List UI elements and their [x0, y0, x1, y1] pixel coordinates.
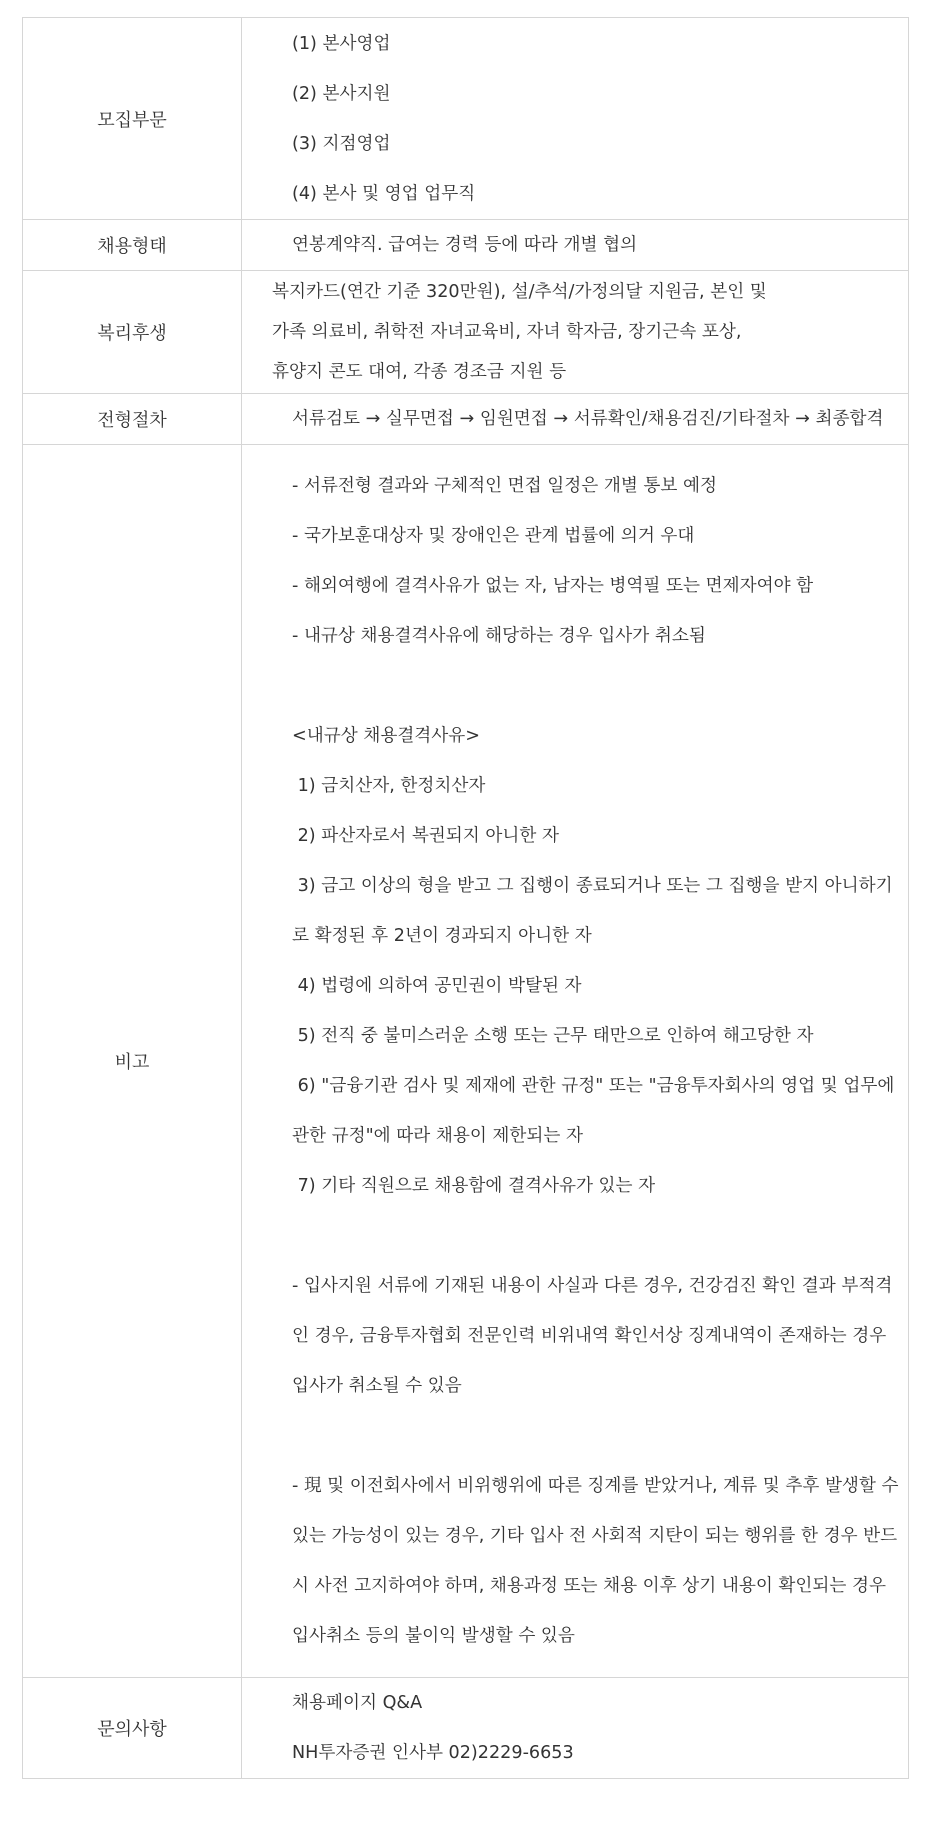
list-item: 서류검토 → 실무면접 → 임원면접 → 서류확인/채용검진/기타절차 → 최종합격 [292, 409, 884, 429]
recruit-label: 모집부문 [23, 18, 242, 220]
list-item: (3) 지점영업 [292, 133, 391, 154]
list-item: 입사가 취소될 수 있음 [292, 1376, 462, 1396]
list-item: - 입사지원 서류에 기재된 내용이 사실과 다른 경우, 건강검진 확인 결과 부적격 [292, 1276, 893, 1296]
list-item: NH투자증권 인사부 02)2229-6653 [292, 1743, 574, 1763]
recruit-content [242, 18, 909, 220]
welfare-label: 복리후생 [23, 271, 242, 394]
list-item: 1) 금치산자, 한정치산자 [292, 776, 486, 796]
list-item: 시 사전 고지하여야 하며, 채용과정 또는 채용 이후 상기 내용이 확인되는 경우 [292, 1576, 886, 1596]
list-item: - 現 및 이전회사에서 비위행위에 따른 징계를 받았거나, 계류 및 추후 발생할 수 [292, 1476, 899, 1496]
table-row [23, 1678, 909, 1779]
remarks-content [242, 445, 909, 1678]
list-item [242, 661, 908, 711]
welfare-content [242, 271, 909, 394]
list-item: 휴양지 콘도 대여, 각종 경조금 지원 등 [272, 362, 567, 382]
list-item: 복지카드(연간 기준 320만원), 설/추석/가정의달 지원금, 본인 및 [272, 282, 767, 302]
list-item: 가족 의료비, 취학전 자녀교육비, 자녀 학자금, 장기근속 포상, [272, 322, 742, 342]
list-item: 있는 가능성이 있는 경우, 기타 입사 전 사회적 지탄이 되는 행위를 한 경우 반드 [292, 1526, 898, 1546]
table-row [23, 445, 909, 1678]
list-item [242, 1411, 908, 1461]
list-item: 5) 전직 중 불미스러운 소행 또는 근무 태만으로 인하여 해고당한 자 [292, 1026, 814, 1046]
contact-label: 문의사항 [23, 1678, 242, 1779]
list-item: 인 경우, 금융투자협회 전문인력 비위내역 확인서상 징계내역이 존재하는 경우 [292, 1326, 887, 1346]
process-content [242, 394, 909, 445]
table-row [23, 394, 909, 445]
list-item: - 국가보훈대상자 및 장애인은 관계 법률에 의거 우대 [292, 526, 695, 546]
list-item: 연봉계약직. 급여는 경력 등에 따라 개별 협의 [292, 235, 638, 255]
list-item [242, 1211, 908, 1261]
list-item: 4) 법령에 의하여 공민권이 박탈된 자 [292, 976, 582, 996]
list-item: 2) 파산자로서 복권되지 아니한 자 [292, 826, 559, 846]
recruitment-info-table [22, 17, 909, 1779]
list-item: 관한 규정"에 따라 채용이 제한되는 자 [292, 1126, 583, 1146]
remarks-label: 비고 [23, 445, 242, 1678]
list-item: 6) "금융기관 검사 및 제재에 관한 규정" 또는 "금융투자회사의 영업 및 업무에 [292, 1076, 895, 1096]
list-item: - 내규상 채용결격사유에 해당하는 경우 입사가 취소됨 [292, 626, 706, 646]
process-label: 전형절차 [23, 394, 242, 445]
list-item: (4) 본사 및 영업 업무직 [292, 183, 476, 204]
employment-label: 채용형태 [23, 220, 242, 271]
contact-content [242, 1678, 909, 1779]
list-item: 7) 기타 직원으로 채용함에 결격사유가 있는 자 [292, 1176, 656, 1196]
table-row [23, 18, 909, 220]
list-item: (2) 본사지원 [292, 83, 391, 104]
list-item: - 해외여행에 결격사유가 없는 자, 남자는 병역필 또는 면제자여야 함 [292, 576, 814, 596]
table-row [23, 271, 909, 394]
list-item: 3) 금고 이상의 형을 받고 그 집행이 종료되거나 또는 그 집행을 받지 아니하기 [292, 876, 893, 896]
list-item: 입사취소 등의 불이익 발생할 수 있음 [292, 1626, 575, 1646]
employment-content [242, 220, 909, 271]
list-item: - 서류전형 결과와 구체적인 면접 일정은 개별 통보 예정 [292, 476, 717, 496]
list-item: (1) 본사영업 [292, 33, 391, 54]
table-row [23, 220, 909, 271]
list-item: 로 확정된 후 2년이 경과되지 아니한 자 [292, 926, 592, 946]
list-item: 채용페이지 Q&A [292, 1693, 423, 1713]
list-item: <내규상 채용결격사유> [292, 726, 481, 746]
